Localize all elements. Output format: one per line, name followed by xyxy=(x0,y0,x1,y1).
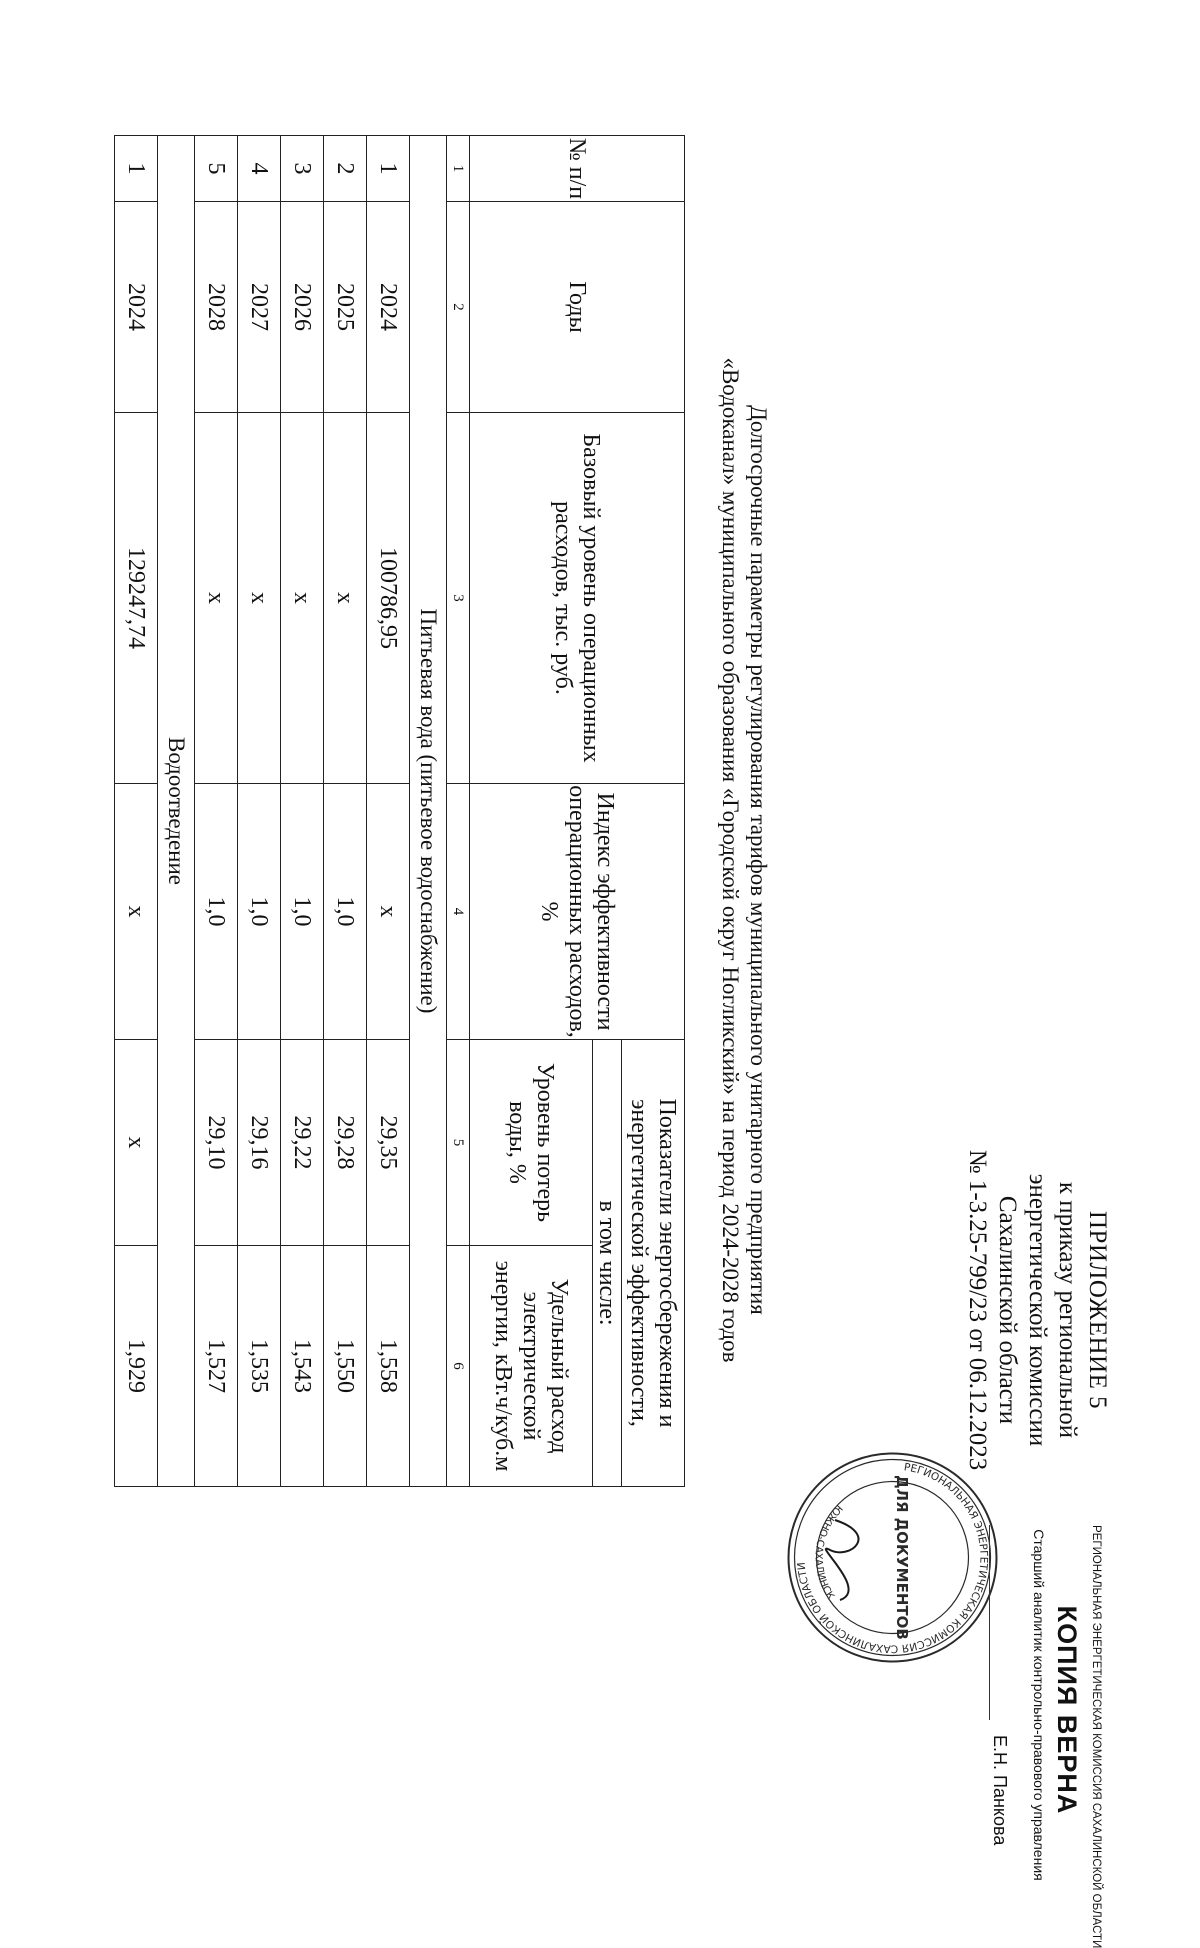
cell: 2 xyxy=(324,136,367,202)
cell: 29,16 xyxy=(238,1040,281,1246)
cell: х xyxy=(367,784,410,1040)
cell: 2027 xyxy=(238,202,281,413)
cell: 29,10 xyxy=(195,1040,238,1246)
header-number: № п/п xyxy=(470,136,685,202)
cell: 1,0 xyxy=(238,784,281,1040)
cell: 1,0 xyxy=(281,784,324,1040)
table-row xyxy=(367,136,410,1487)
document-title xyxy=(716,160,772,1560)
header-base-opex: Базовый уровень операционных расходов, тыс. руб. xyxy=(470,413,685,784)
cell: 1,0 xyxy=(324,784,367,1040)
copy-certification-stamp xyxy=(962,1525,1102,1948)
appendix-line: Сахалинской области xyxy=(994,1195,1021,1425)
stamp-copy-label: КОПИЯ ВЕРНА xyxy=(1052,1605,1082,1815)
cell: 129247,74 xyxy=(115,413,158,784)
cell: 1 xyxy=(115,136,158,202)
header-electricity-rate: Удельный расход электрической энергии, кВт.ч/куб.м xyxy=(470,1246,593,1487)
header-water-loss: Уровень потерь воды, % xyxy=(470,1040,593,1246)
cell: 5 xyxy=(195,136,238,202)
appendix-line: к приказу региональной xyxy=(1054,1181,1081,1439)
stamp-signer: Е.Н. Панкова xyxy=(990,1735,1010,1846)
stamp-position: Старший аналитик контрольно-правового управления xyxy=(1031,1529,1047,1881)
table-body xyxy=(115,136,470,1487)
table-row xyxy=(238,136,281,1487)
stamp-organization: РЕГИОНАЛЬНАЯ ЭНЕРГЕТИЧЕСКАЯ КОМИССИЯ САХАЛИНСКОЙ ОБЛАСТИ xyxy=(1090,1525,1102,1948)
seal-city-text: ЮЖНО-САХАЛИНСК xyxy=(812,1502,845,1602)
cell: 1 xyxy=(367,136,410,202)
cell: 29,22 xyxy=(281,1040,324,1246)
column-number: 2 xyxy=(447,202,470,413)
cell: 1,0 xyxy=(195,784,238,1040)
column-number: 6 xyxy=(447,1246,470,1487)
section-row xyxy=(410,136,447,1487)
header-efficiency-index: Индекс эффективности операционных расходов, % xyxy=(470,784,685,1040)
column-number-row xyxy=(447,136,470,1487)
appendix-line: энергетической комиссии xyxy=(1024,1173,1051,1447)
column-number: 1 xyxy=(447,136,470,202)
table-row xyxy=(195,136,238,1487)
header-energy-group: Показатели энергосбережения и энергетической эффективности, xyxy=(622,1040,685,1487)
cell: 1,558 xyxy=(367,1246,410,1487)
section-title: Питьевая вода (питьевое водоснабжение) xyxy=(410,136,447,1487)
cell: х xyxy=(238,413,281,784)
cell: 2026 xyxy=(281,202,324,413)
cell: х xyxy=(115,1040,158,1246)
cell: х xyxy=(115,784,158,1040)
column-number: 5 xyxy=(447,1040,470,1246)
section-row xyxy=(158,136,195,1487)
column-number: 3 xyxy=(447,413,470,784)
seal-center-text: ДЛЯ ДОКУМЕНТОВ xyxy=(893,1475,911,1640)
table-row xyxy=(324,136,367,1487)
order-number: № 1-3.25-799/23 от 06.12.2023 xyxy=(964,1149,991,1471)
cell: 29,35 xyxy=(367,1040,410,1246)
cell: 2025 xyxy=(324,202,367,413)
header-energy-subgroup: в том числе: xyxy=(593,1040,622,1487)
seal-ring-text: РЕГИОНАЛЬНАЯ ЭНЕРГЕТИЧЕСКАЯ КОМИССИЯ САХАЛИНСКОЙ ОБЛАСТИ xyxy=(795,1461,990,1655)
column-number: 4 xyxy=(447,784,470,1040)
cell: 2024 xyxy=(115,202,158,413)
header-years: Годы xyxy=(470,202,685,413)
cell: 3 xyxy=(281,136,324,202)
tariff-parameters-table xyxy=(114,135,685,1487)
cell: 1,543 xyxy=(281,1246,324,1487)
cell: 1,535 xyxy=(238,1246,281,1487)
cell: 100786,95 xyxy=(367,413,410,784)
appendix-number: ПРИЛОЖЕНИЕ 5 xyxy=(1084,1210,1111,1410)
cell: х xyxy=(195,413,238,784)
cell: 2024 xyxy=(367,202,410,413)
signature-line xyxy=(989,1525,990,1720)
section-title: Водоотведение xyxy=(158,136,195,1487)
cell: 1,527 xyxy=(195,1246,238,1487)
cell: 29,28 xyxy=(324,1040,367,1246)
cell: х xyxy=(281,413,324,784)
cell: 1,929 xyxy=(115,1246,158,1487)
title-line: Долгосрочные параметры регулирования тарифов муниципального унитарного предприятия xyxy=(746,405,771,1315)
table-row xyxy=(115,136,158,1487)
cell: 4 xyxy=(238,136,281,202)
cell: 1,550 xyxy=(324,1246,367,1487)
cell: 2028 xyxy=(195,202,238,413)
title-line: «Водоканал» муниципального образования «Городской округ Ногликский» на период 2024-2028 годов xyxy=(718,357,743,1363)
cell: х xyxy=(324,413,367,784)
table-row xyxy=(281,136,324,1487)
